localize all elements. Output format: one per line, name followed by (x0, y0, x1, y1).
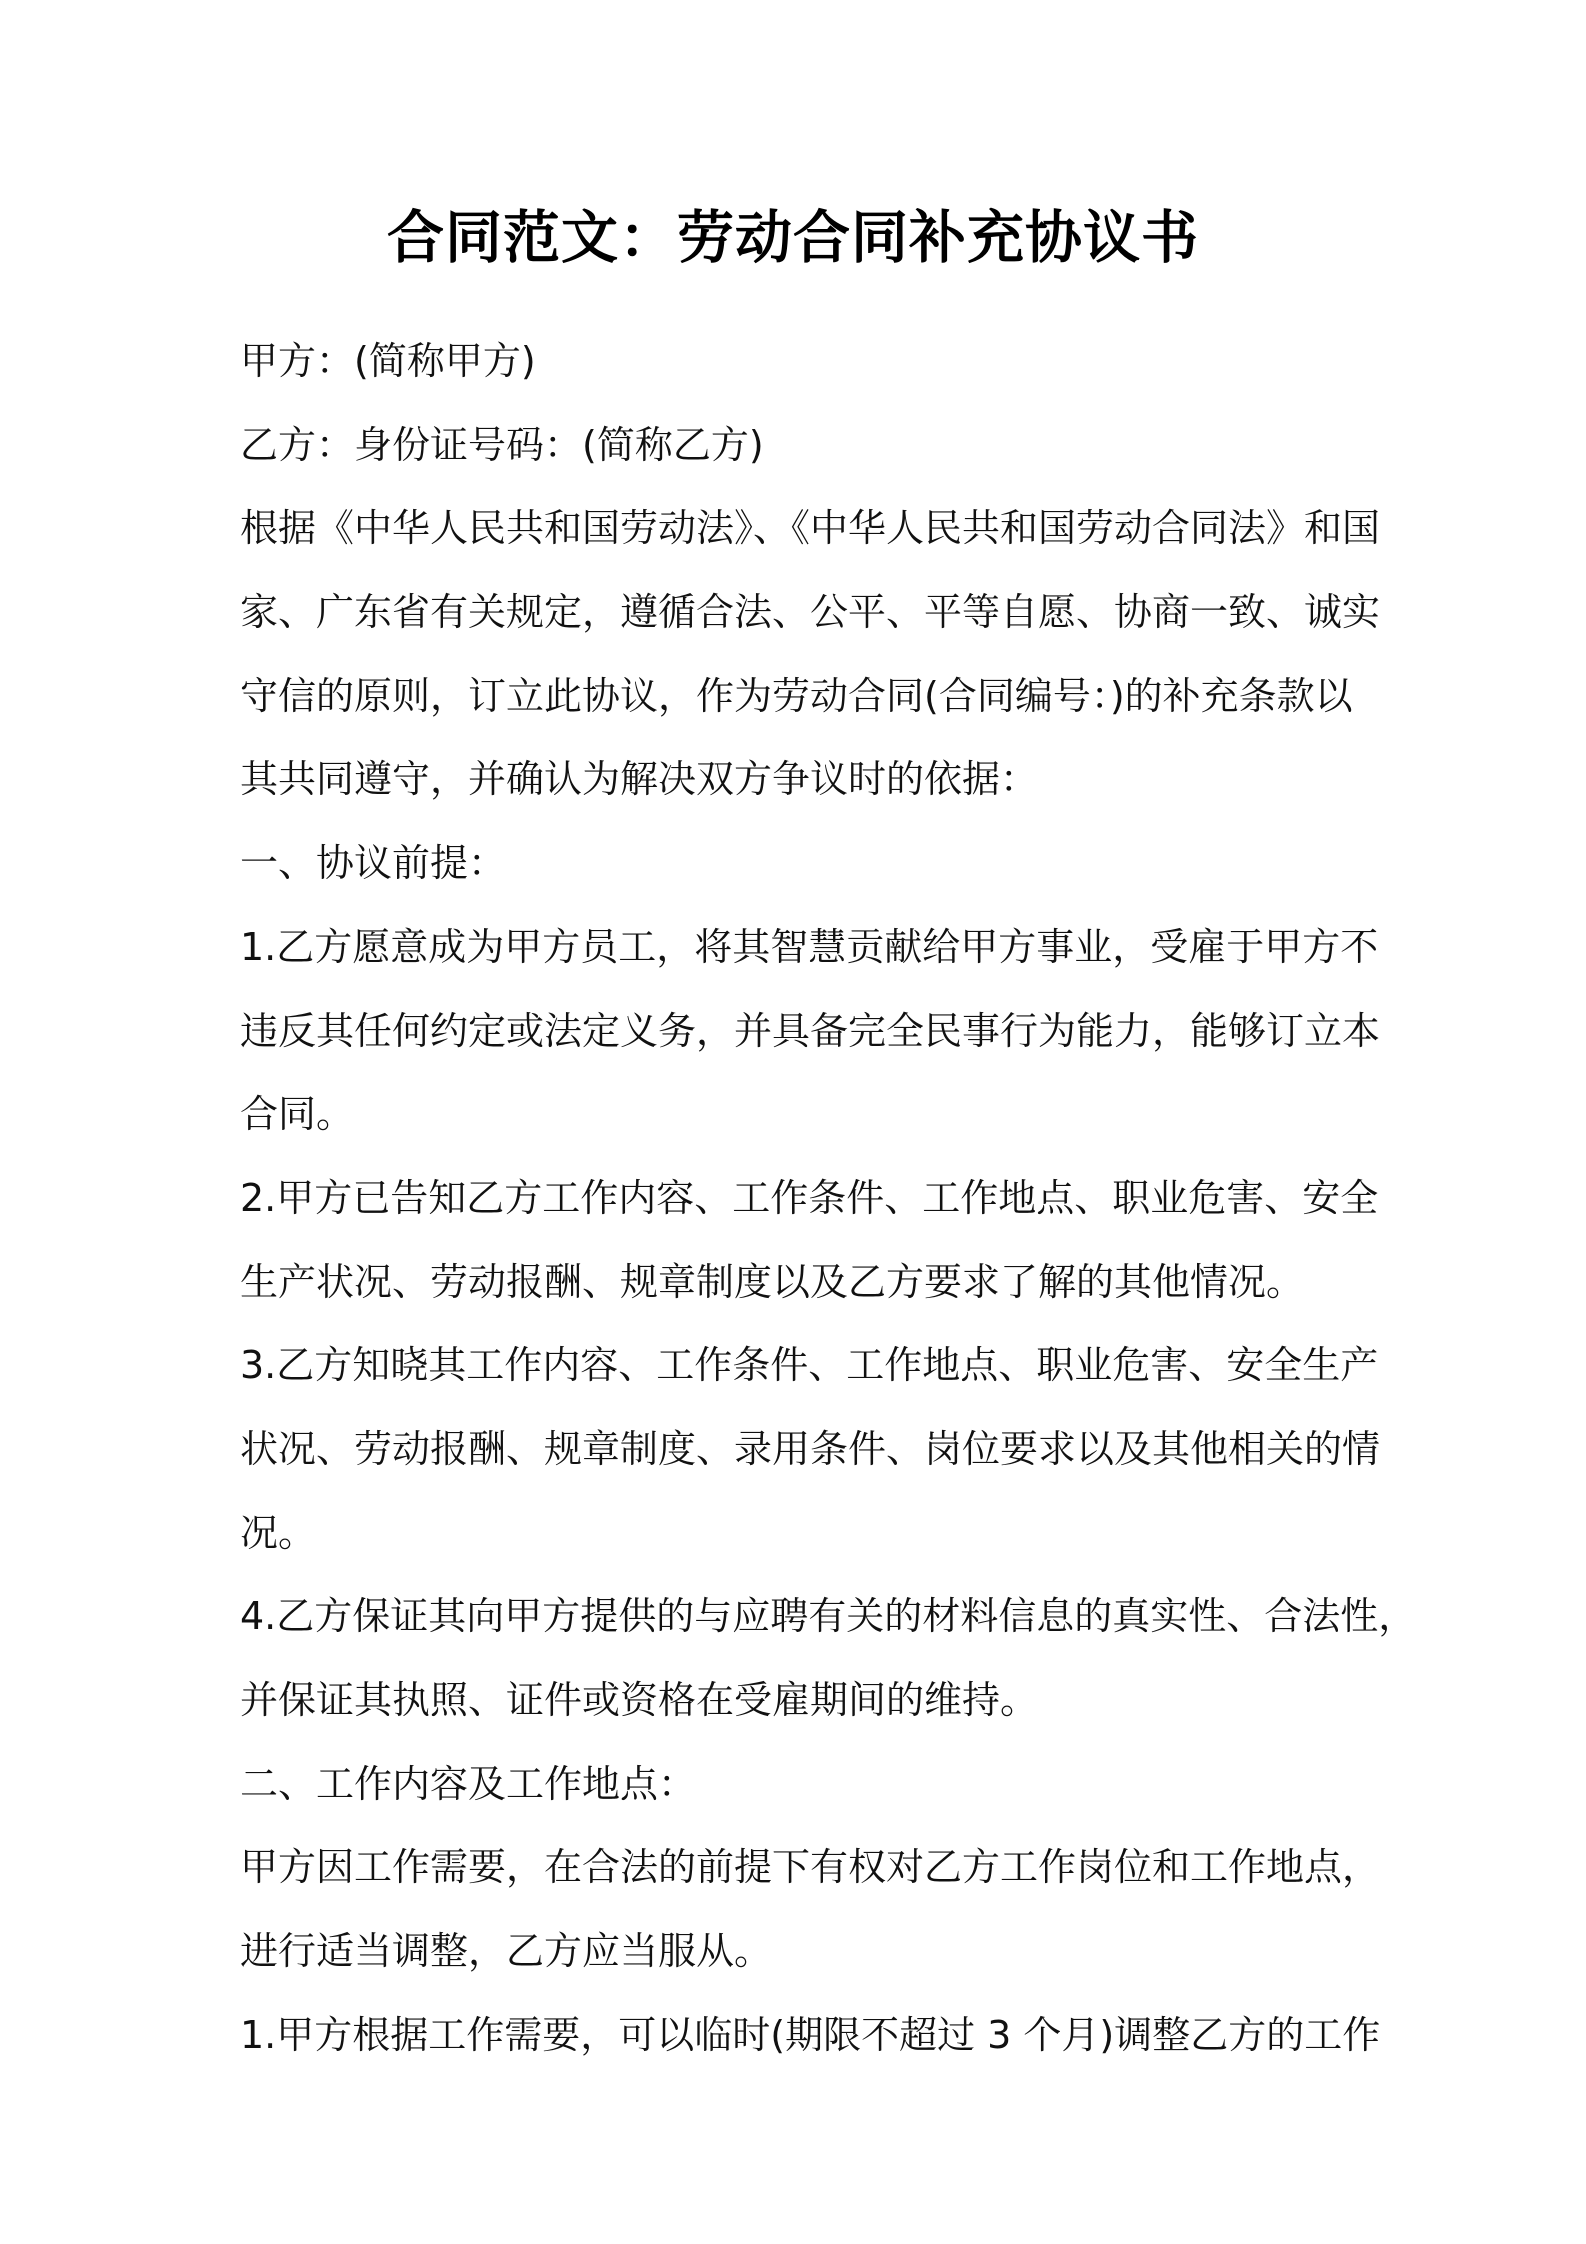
document-title: 合同范文：劳动合同补充协议书 (387, 205, 1199, 271)
section-heading: 二、工作内容及工作地点： (240, 1761, 697, 1806)
clause-line: 生产状况、劳动报酬、规章制度以及乙方要求了解的其他情况。 (240, 1259, 1305, 1304)
clause-line: 1.乙方愿意成为甲方员工，将其智慧贡献给甲方事业，受雇于甲方不 (240, 924, 1379, 969)
clause-line: 4.乙方保证其向甲方提供的与应聘有关的材料信息的真实性、合法性， (240, 1594, 1417, 1639)
section-heading: 一、协议前提： (240, 841, 507, 886)
clause-line: 3.乙方知晓其工作内容、工作条件、工作地点、职业危害、安全生产 (240, 1343, 1379, 1388)
clause-line: 2.甲方已告知乙方工作内容、工作条件、工作地点、职业危害、安全 (240, 1175, 1379, 1220)
preamble-line: 其共同遵守，并确认为解决双方争议时的依据： (240, 757, 1039, 802)
clause-line: 并保证其执照、证件或资格在受雇期间的维持。 (240, 1678, 1039, 1722)
party-a-line: 甲方：(简称甲方) (240, 339, 536, 383)
clause-line: 进行适当调整，乙方应当服从。 (240, 1929, 773, 1974)
preamble-line: 守信的原则，订立此协议，作为劳动合同(合同编号：)的补充条款以 (240, 673, 1353, 718)
clause-line: 状况、劳动报酬、规章制度、录用条件、岗位要求以及其他相关的情 (240, 1426, 1381, 1471)
preamble-line: 根据《中华人民共和国劳动法》、《中华人民共和国劳动合同法》和国 (240, 506, 1381, 551)
preamble-line: 家、广东省有关规定，遵循合法、公平、平等自愿、协商一致、诚实 (240, 590, 1381, 635)
clause-line: 1.甲方根据工作需要，可以临时(期限不超过 3 个月)调整乙方的工作 (240, 2012, 1381, 2057)
clause-line: 违反其任何约定或法定义务，并具备完全民事行为能力，能够订立本 (240, 1008, 1381, 1053)
document-body (240, 320, 1417, 2077)
party-b-line: 乙方：身份证号码：(简称乙方) (240, 422, 764, 467)
clause-line: 合同。 (240, 1092, 355, 1137)
clause-line: 甲方因工作需要，在合法的前提下有权对乙方工作岗位和工作地点， (240, 1845, 1381, 1890)
clause-line: 况。 (240, 1510, 317, 1555)
